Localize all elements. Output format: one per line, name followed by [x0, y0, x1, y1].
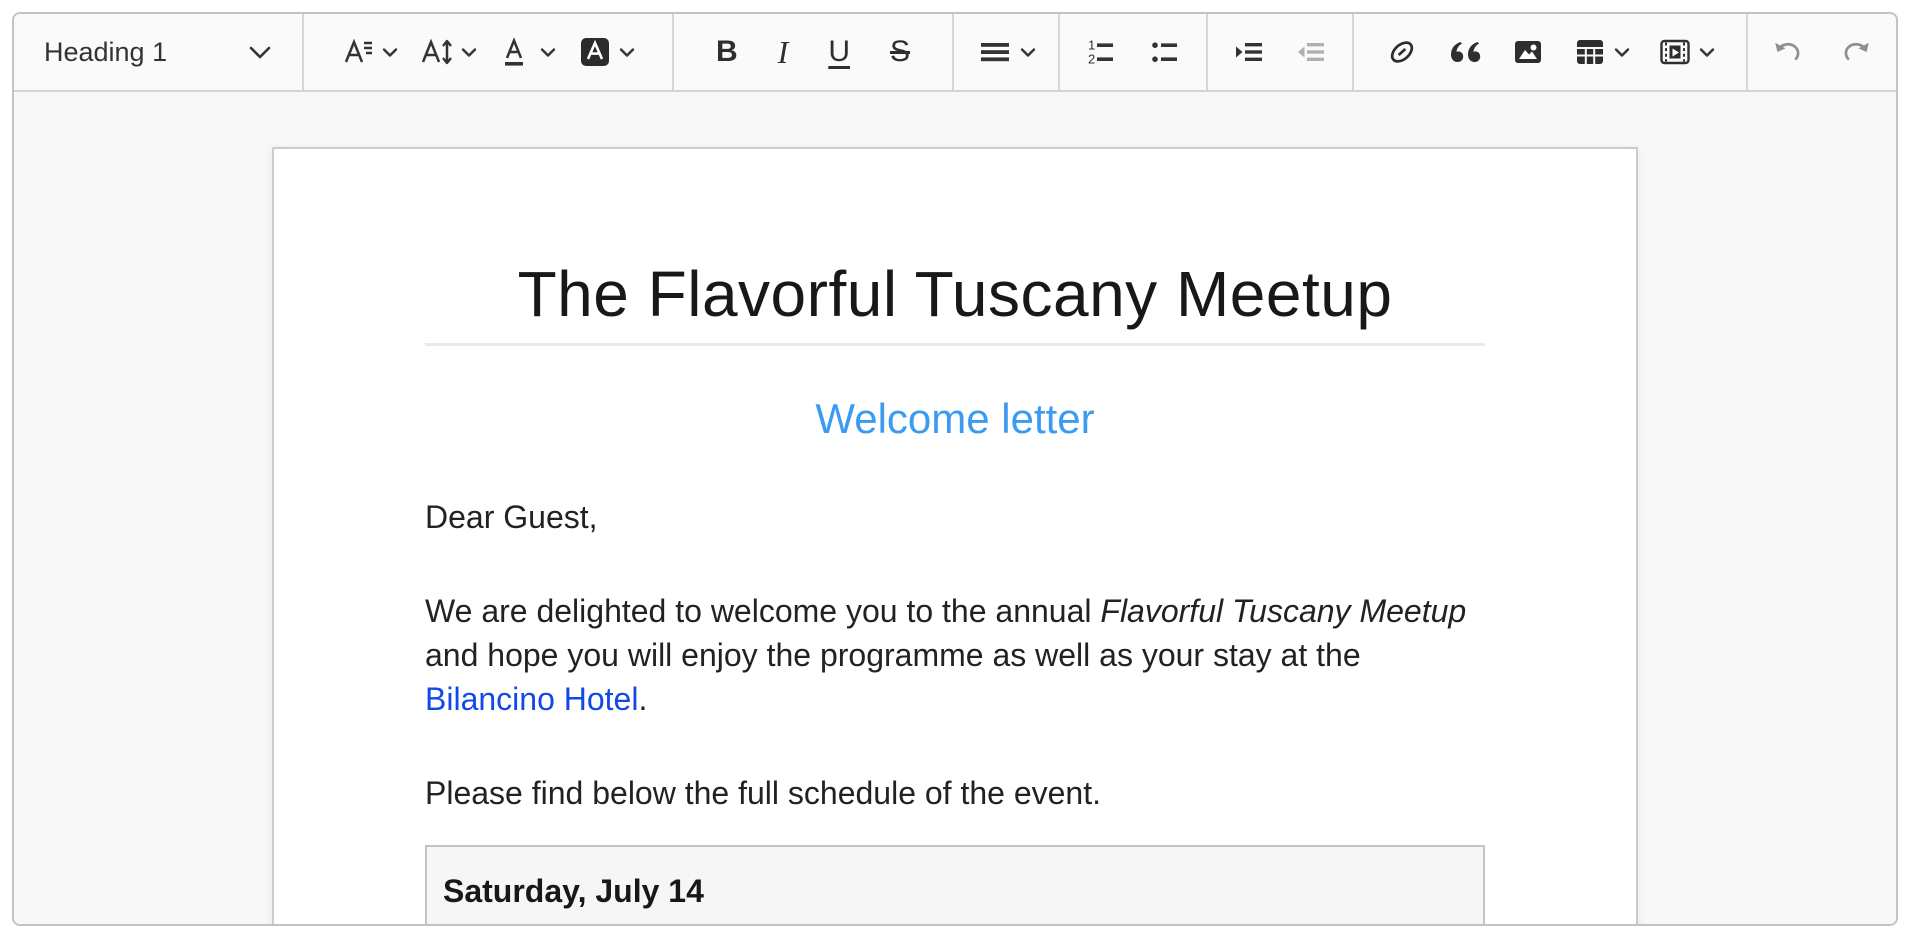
document-title: The Flavorful Tuscany Meetup [517, 258, 1393, 330]
schedule-note-paragraph: Please find below the full schedule of the event. [425, 774, 1101, 811]
table-icon [1573, 35, 1607, 69]
chevron-down-icon [382, 47, 398, 58]
increase-indent-button[interactable] [1232, 35, 1266, 69]
font-background-color-icon [578, 35, 612, 69]
link-button[interactable] [1385, 35, 1419, 69]
numbered-list-icon [1084, 35, 1118, 69]
text-alignment-button[interactable] [977, 35, 1036, 69]
indent-group [1208, 14, 1352, 90]
basic-styles-group [674, 14, 952, 90]
editor-toolbar [14, 14, 1896, 92]
intro-paragraph [425, 589, 1485, 721]
link-icon [1385, 35, 1419, 69]
font-size-button[interactable] [420, 35, 477, 69]
heading-dropdown-value: Heading 1 [44, 36, 168, 67]
heading-dropdown[interactable] [14, 14, 302, 90]
outdent-icon [1294, 35, 1328, 69]
undo-button[interactable] [1770, 35, 1806, 69]
image-icon [1511, 35, 1545, 69]
chevron-down-icon [461, 47, 477, 58]
font-color-icon [499, 35, 533, 69]
schedule-table [425, 845, 1485, 926]
redo-button[interactable] [1838, 35, 1874, 69]
table-header-cell[interactable]: Saturday, July 14 [426, 846, 1484, 926]
chevron-down-icon [619, 47, 635, 58]
numbered-list-button[interactable] [1084, 35, 1118, 69]
intro-line-1-text: We are delighted to welcome you to the annual [425, 592, 1101, 629]
bulleted-list-button[interactable] [1148, 35, 1182, 69]
chevron-down-icon [1020, 47, 1036, 58]
lists-group [1060, 14, 1206, 90]
table-header-row [426, 846, 1484, 926]
insert-image-button[interactable] [1511, 35, 1545, 69]
undo-icon [1770, 35, 1806, 69]
document-page[interactable] [272, 147, 1638, 926]
intro-line-3 [425, 677, 1485, 721]
greeting-paragraph: Dear Guest, [425, 498, 598, 535]
insert-group [1354, 14, 1746, 90]
italic-button[interactable]: I [777, 34, 789, 70]
bulleted-list-icon [1148, 35, 1182, 69]
decrease-indent-button[interactable] [1294, 35, 1328, 69]
indent-icon [1232, 35, 1266, 69]
intro-line-1 [425, 589, 1485, 633]
svg-text:2: 2 [1088, 51, 1096, 67]
document-subtitle: Welcome letter [815, 395, 1095, 443]
bold-button[interactable]: B [715, 35, 738, 68]
underline-button[interactable]: U [828, 35, 850, 68]
align-text-icon [977, 35, 1013, 69]
rich-text-editor [12, 12, 1898, 926]
chevron-down-icon [248, 45, 272, 60]
font-color-button[interactable] [499, 35, 556, 69]
font-family-icon [341, 35, 375, 69]
history-group [1748, 14, 1896, 90]
insert-table-button[interactable] [1573, 35, 1630, 69]
media-icon [1658, 35, 1692, 69]
chevron-down-icon [1614, 47, 1630, 58]
font-family-button[interactable] [341, 35, 398, 69]
insert-media-button[interactable] [1658, 35, 1715, 69]
svg-text:1: 1 [1088, 37, 1096, 53]
alignment-group [954, 14, 1058, 90]
block-quote-button[interactable] [1447, 35, 1483, 69]
hotel-link[interactable]: Bilancino Hotel [425, 680, 639, 717]
font-group [304, 14, 672, 90]
chevron-down-icon [540, 47, 556, 58]
title-divider [425, 343, 1485, 346]
editing-canvas [14, 92, 1896, 926]
font-size-icon [420, 35, 454, 69]
intro-line-2: and hope you will enjoy the programme as well as your stay at the [425, 636, 1361, 673]
intro-line-1-emphasis: Flavorful Tuscany Meetup [1100, 592, 1467, 629]
chevron-down-icon [1699, 47, 1715, 58]
intro-line-3-suffix: . [638, 680, 648, 717]
redo-icon [1838, 35, 1874, 69]
strikethrough-button[interactable]: S [889, 35, 910, 68]
font-background-color-button[interactable] [578, 35, 635, 69]
block-quote-icon [1447, 35, 1483, 69]
